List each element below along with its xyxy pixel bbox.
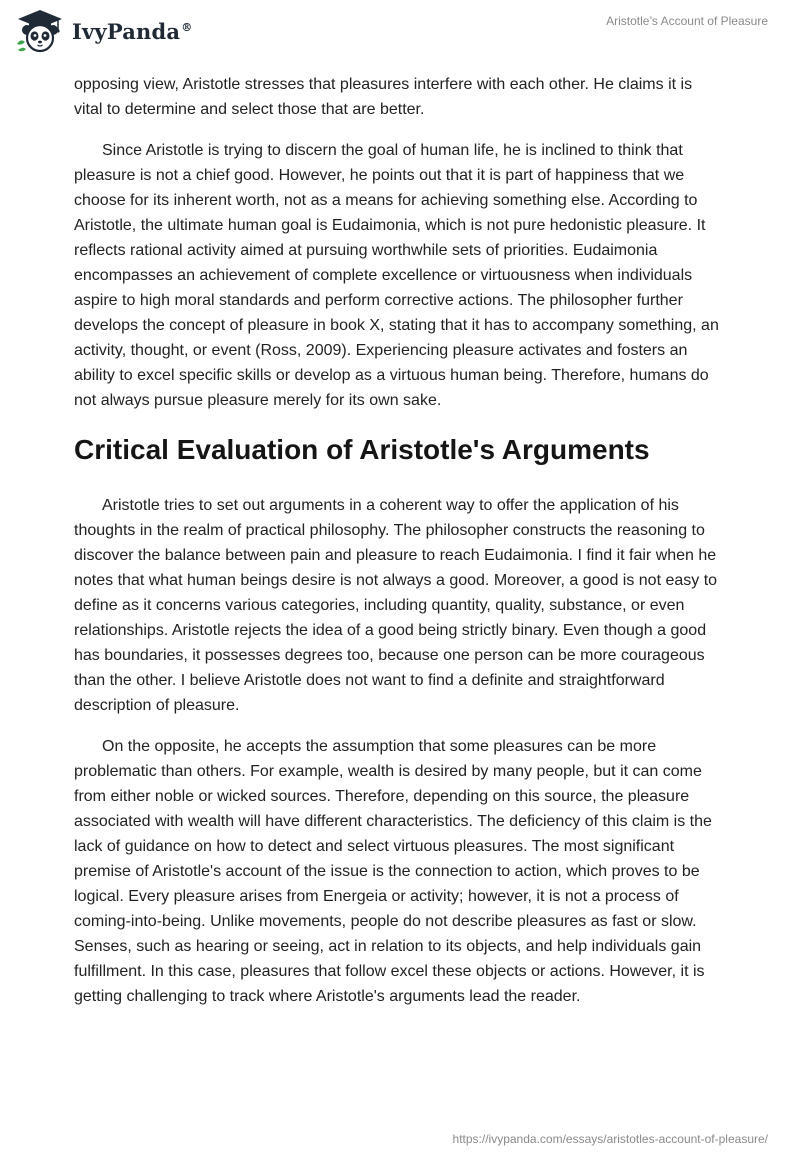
essay-content — [74, 72, 724, 1025]
paragraph-opposite: On the opposite, he accepts the assumption that some pleasures can be more problematic than others. For example, wealth is desired by many people, but it can come from either noble or wicked sources. Therefore, depending on this source, the pleasure associated with wealth will have different characteristics. The deficiency of this claim is the lack of guidance on how to detect and select virtuous pleasures. The most significant premise of Aristotle's account of the issue is the connection to action, which proves to be logical. Every pleasure arises from Energeia or activity; however, it is not a process of coming-into-being. Unlike movements, people do not describe pleasures as fast or slow. Senses, such as hearing or seeing, act in relation to its objects, and help individuals gain fulfillment. In this case, pleasures that follow excel these objects or actions. However, it is getting challenging to track where Aristotle's arguments lead the reader. — [74, 738, 712, 1005]
paragraph-evaluation: Aristotle tries to set out arguments in a coherent way to offer the application of his thoughts in the realm of practical philosophy. The philosopher constructs the reasoning to discover the balance between pain and pleasure to reach Eudaimonia. I find it fair when he notes that what human beings desire is not always a good. Moreover, a good is not easy to define as it concerns various categories, including quantity, quality, substance, or even relationships. Aristotle rejects the idea of a good being strictly binary. Even though a good has boundaries, it possesses degrees too, because one person can be more courageous than the other. I believe Aristotle does not want to find a definite and straightforward description of pleasure. — [74, 497, 718, 714]
ivypanda-logo[interactable] — [14, 8, 192, 54]
panda-graduate-icon — [14, 8, 66, 54]
paragraph-eudaimonia: Since Aristotle is trying to discern the goal of human life, he is inclined to think that pleasure is not a chief good. However, he points out that it is part of happiness that we choose for its inherent worth, not as a means for achieving something else. According to Aristotle, the ultimate human goal is Eudaimonia, which is not pure hedonistic pleasure. It reflects rational activity aimed at pursuing worthwhile sets of priorities. Eudaimonia encompasses an achievement of complete excellence or virtuousness when individuals aspire to high moral standards and perform corrective actions. The philosopher further develops the concept of pleasure in book X, stating that it has to accompany something, an activity, thought, or event (Ross, 2009). Experiencing pleasure activates and fosters an ability to excel specific skills or develop as a virtuous human being. Therefore, humans do not always pursue pleasure merely for its own sake. — [74, 142, 719, 409]
paragraph-continued: opposing view, Aristotle stresses that pleasures interfere with each other. He claims it is vital to determine and select those that are better. — [74, 76, 693, 118]
running-title: Aristotle’s Account of Pleasure — [606, 14, 768, 28]
page-header — [0, 0, 800, 64]
brand-name: IvyPanda® — [72, 18, 193, 44]
source-url[interactable]: https://ivypanda.com/essays/aristotles-account-of-pleasure/ — [452, 1132, 768, 1146]
registered-mark: ® — [181, 20, 193, 34]
section-heading: Critical Evaluation of Aristotle's Arguments — [74, 434, 650, 465]
